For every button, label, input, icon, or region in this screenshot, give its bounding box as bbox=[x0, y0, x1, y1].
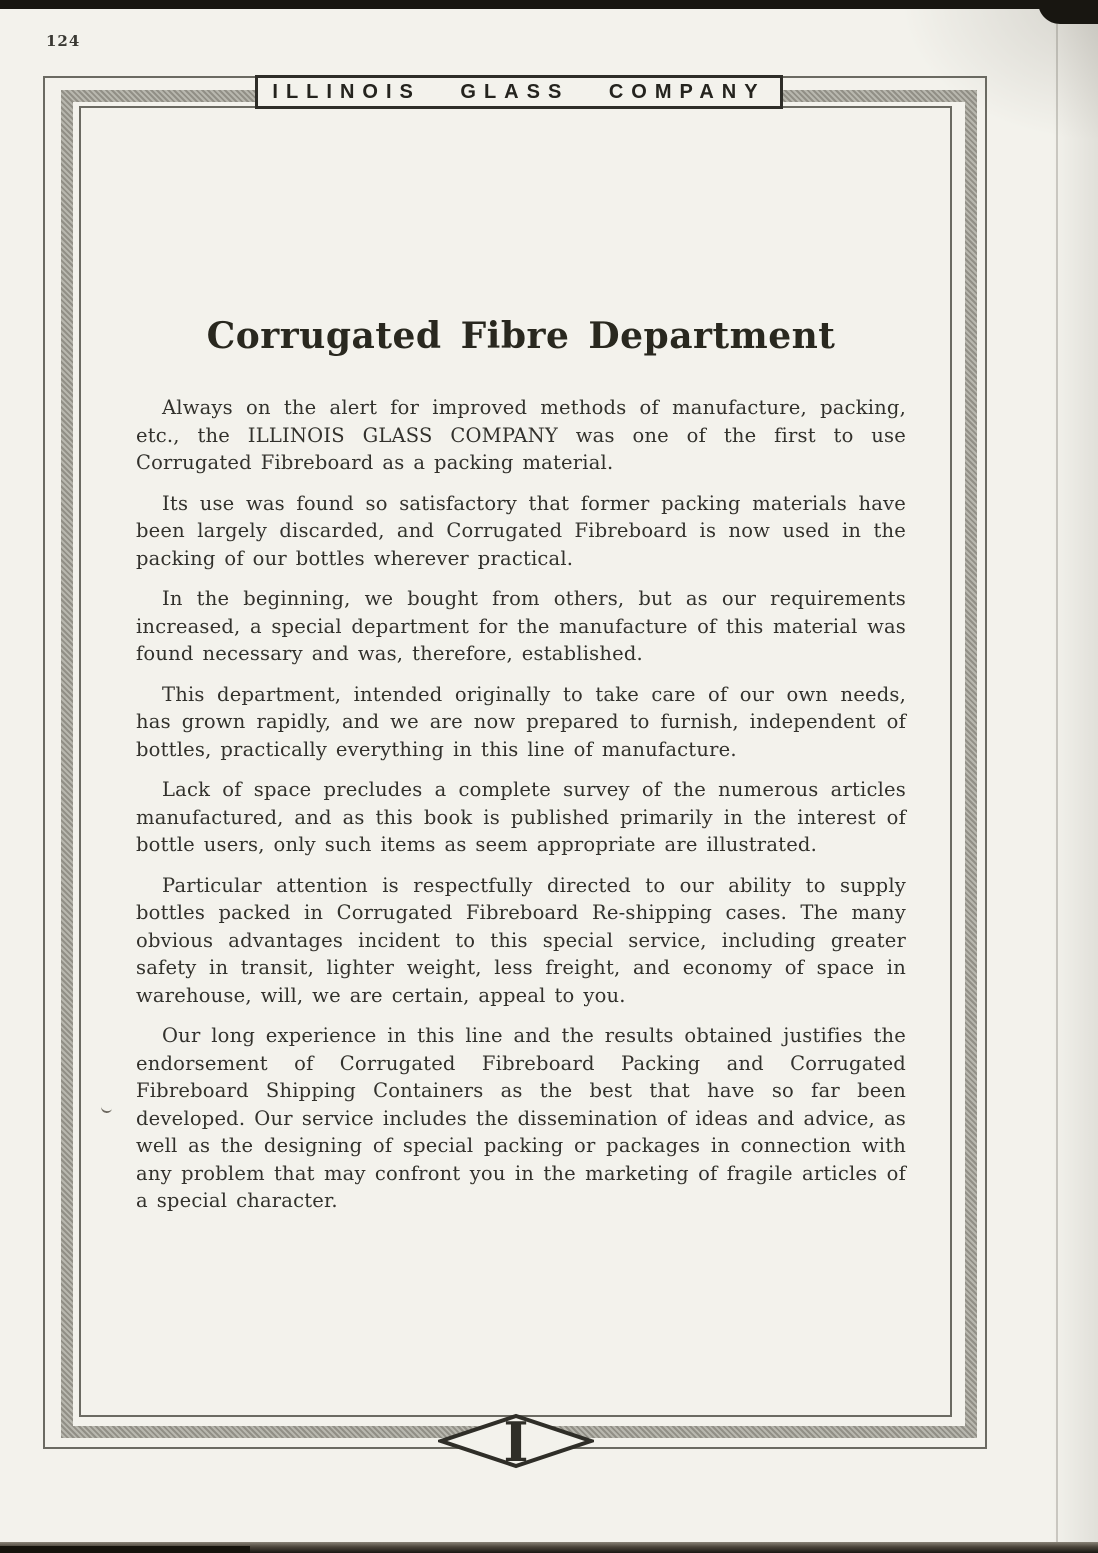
body-paragraph: Always on the alert for improved methods of manufacture, packing, etc., the ILLINOIS GLASS COMPANY was one of the first to use Corrugated Fibreboard as a packing material. bbox=[136, 396, 906, 474]
scan-edge-top-right bbox=[1038, 0, 1098, 24]
gutter-shading bbox=[1052, 0, 1098, 1553]
company-name: ILLINOIS GLASS COMPANY bbox=[272, 80, 766, 103]
body-paragraph: In the beginning, we bought from others, but as our requirements increased, a special department for the manufacture of this material was found necessary and was, therefore, established. bbox=[136, 587, 906, 665]
diamond-logo-ornament bbox=[438, 1413, 594, 1469]
page-title: Corrugated Fibre Department bbox=[206, 315, 836, 357]
ornament-letter: I bbox=[503, 1413, 529, 1469]
body-paragraph: This department, intended originally to take care of our own needs, has grown rapidly, and we are now prepared to furnish, independent of bottles, practically everything in this line of manufacture. bbox=[136, 682, 906, 761]
scan-edge-bottom-left bbox=[0, 1546, 250, 1553]
diamond-icon bbox=[438, 1413, 594, 1469]
page-content bbox=[136, 314, 906, 1228]
header-banner bbox=[255, 75, 783, 109]
body-paragraph: Lack of space precludes a complete survey of the numerous articles manufactured, and as this book is published primarily in the interest of bottle users, only such items as seem appropriate are illustrated. bbox=[136, 778, 906, 856]
body-paragraph: Particular attention is respectfully directed to our ability to supply bottles packed in Corrugated Fibreboard Re-shipping cases. The many obvious advantages incident to this special service, including greater safety in transit, lighter weight, less freight, and economy of space in warehouse, will, we are certain, appeal to you. bbox=[136, 873, 906, 1007]
page-number: 124 bbox=[46, 32, 81, 50]
scan-edge-top bbox=[0, 0, 1098, 9]
page-crease bbox=[1056, 0, 1058, 1553]
body-paragraph: Its use was found so satisfactory that former packing materials have been largely discarded, and Corrugated Fibreboard is now used in the packing of our bottles wherever practical. bbox=[136, 491, 906, 570]
body-paragraph: Our long experience in this line and the results obtained justifies the endorsement of Corrugated Fibreboard Packing and Corrugated Fibreboard Shipping Containers as the best that have so far been developed. Our service includes the dissemination of ideas and advice, as well as the designing of special packing or packages in connection with any problem that may confront you in the marketing of fragile articles of a special character. bbox=[136, 1024, 906, 1212]
